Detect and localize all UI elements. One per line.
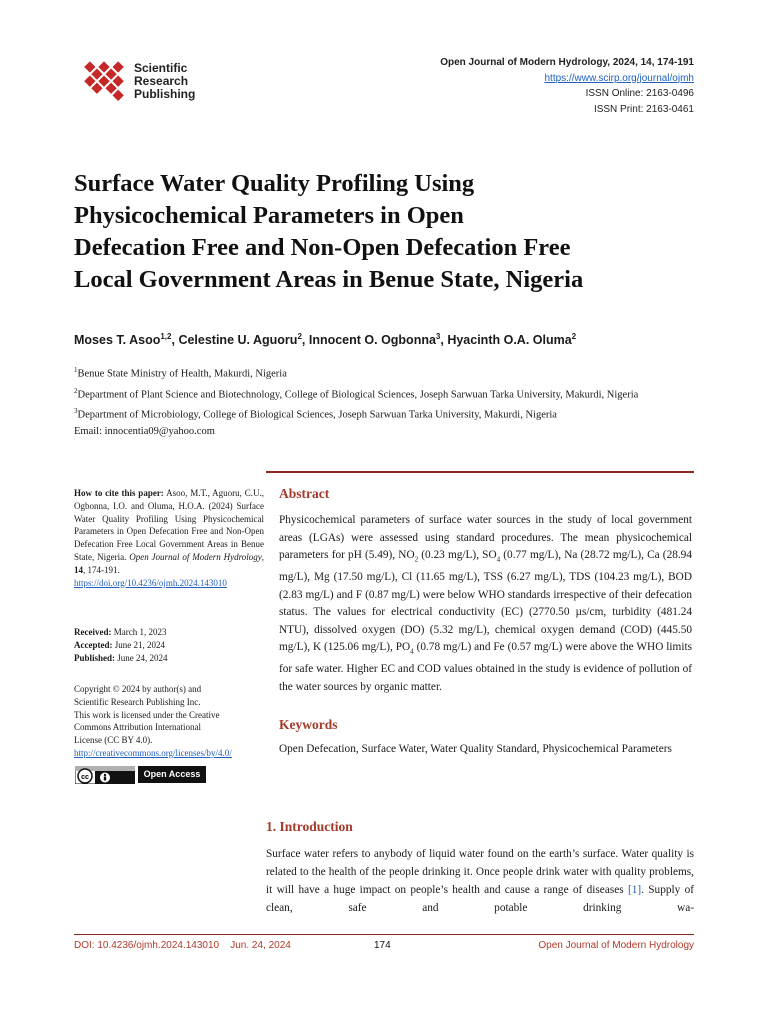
cc-license-icon[interactable] xyxy=(75,766,135,784)
author-name: Hyacinth O.A. Oluma xyxy=(447,333,572,348)
journal-header xyxy=(440,55,694,117)
author-name: Moses T. Asoo xyxy=(74,333,161,348)
doi-link[interactable]: https://doi.org/10.4236/ojmh.2024.143010 xyxy=(74,577,227,588)
affiliation-item: $^1$Benue State Ministry of Health, Makurdi, Nigeria xyxy=(74,366,287,380)
page-number: 174 xyxy=(374,940,391,951)
author-list: Moses T. Asoo$^{1,2}$, Celestine U. Aguoru$^2$, Innocent O. Ogbonna$^3$, Hyacinth O.A. Oluma$^2$ xyxy=(74,332,577,348)
reference-link[interactable]: [1] xyxy=(627,884,642,896)
footer-journal: Open Journal of Modern Hydrology xyxy=(538,940,694,951)
publisher-name: Scientific Research Publishing xyxy=(134,61,196,101)
introduction-body: Surface water refers to anybody of liquid water found on the earth’s surface. Water quality is related to the health of the people drinking it. Once people drink water with quality problems, it will have a huge impact on people’s health and cause a range of diseases [1]. Supply of clean, safe and potable drinking wa- xyxy=(266,848,695,914)
author-name: Celestine U. Aguoru xyxy=(178,333,298,348)
affiliation-item: $^2$Department of Plant Science and Biotechnology, College of Biological Sciences, Joseph Sarwuan Tarka University, Makurdi, Nigeria xyxy=(74,386,639,400)
journal-url-link[interactable]: https://www.scirp.org/journal/ojmh xyxy=(544,72,694,84)
cc-badge-text: cc xyxy=(81,774,89,781)
introduction-heading: 1. Introduction xyxy=(266,819,353,834)
open-access-badge: Open Access xyxy=(138,766,206,783)
publication-dates: Received: March 1, 2023 Accepted: June 21, 2024 Published: June 24, 2024 xyxy=(74,627,168,663)
copyright-notice: Copyright © 2024 by author(s) and Scientific Research Publishing Inc. This work is licensed under the Creative Commons Attribution International License (CC BY 4.0). http://creativecommons.org/licenses/by/4.0/ xyxy=(74,684,232,758)
footer-rule xyxy=(74,934,694,935)
how-to-cite: How to cite this paper: Asoo, M.T., Aguoru, C.U., Ogbonna, I.O. and Oluma, H.O.A. (2024) Surface Water Quality Profiling Using Physicochemical Parameters in Open Defecation Free and Non-Open Defecation Free Local Government Areas in Benue State, Nigeria. Open Journal of Modern Hydrology, 14, 174-191. https://doi.org/10.4236/ojmh.2024.143010 xyxy=(74,488,265,588)
keywords-heading: Keywords xyxy=(279,717,338,732)
author-name: Innocent O. Ogbonna xyxy=(308,333,436,348)
license-link[interactable]: http://creativecommons.org/licenses/by/4.0/ xyxy=(74,747,232,758)
abstract-top-rule xyxy=(266,471,694,473)
issn-print: ISSN Print: 2163-0461 xyxy=(593,103,694,115)
journal-citation: Open Journal of Modern Hydrology, 2024, 14, 174-191 xyxy=(440,57,694,68)
keywords-list: Open Defecation, Surface Water, Water Quality Standard, Physicochemical Parameters xyxy=(279,743,672,755)
publisher-logo-icon xyxy=(76,56,132,112)
affiliation-item: $^3$Department of Microbiology, College of Biological Sciences, Joseph Sarwuan Tarka University, Makurdi, Nigeria xyxy=(74,407,557,421)
paper-title: Surface Water Quality Profiling Using Physicochemical Parameters in Open Defecation Free and Non-Open Defecation Free Local Government Areas in Benue State, Nigeria xyxy=(74,170,584,293)
abstract-body: Physicochemical parameters of surface water sources in the study of local government areas (LGAs) were assessed using standard procedures. The mean physicochemical parameters for pH (5.49), $NO_2$ (0.23 mg/L), $SO_4$ (0.77 mg/L), Na (28.72 mg/L), Ca (28.94 mg/L), Mg (17.50 mg/L), Cl (11.65 mg/L), TSS (6.27 mg/L), TDS (104.23 mg/L), BOD (2.83 mg/L) and F (0.87 mg/L) were below WHO standards irrespective of their defecation status. The values for electrical conductivity (EC) (2770.50 µs/cm, turbidity (481.24 NTU), dissolved oxygen (DO) (5.32 mg/L), chemical oxygen demand (COD) (445.50 mg/L), K (125.06 mg/L), $PO_4$ (0.78 mg/L) and Fe (0.57 mg/L) were above the WHO limits for safe water. Higher EC and COD values obtained in the study is evidence of pollution of the water sources by organic matter. xyxy=(279,514,692,693)
abstract-heading: Abstract xyxy=(279,486,330,501)
issn-online: ISSN Online: 2163-0496 xyxy=(585,88,694,99)
affiliations xyxy=(74,362,694,440)
contact-email: Email: innocentia09@yahoo.com xyxy=(74,425,215,437)
footer-doi: DOI: 10.4236/ojmh.2024.143010 Jun. 24, 2024 xyxy=(74,940,291,951)
